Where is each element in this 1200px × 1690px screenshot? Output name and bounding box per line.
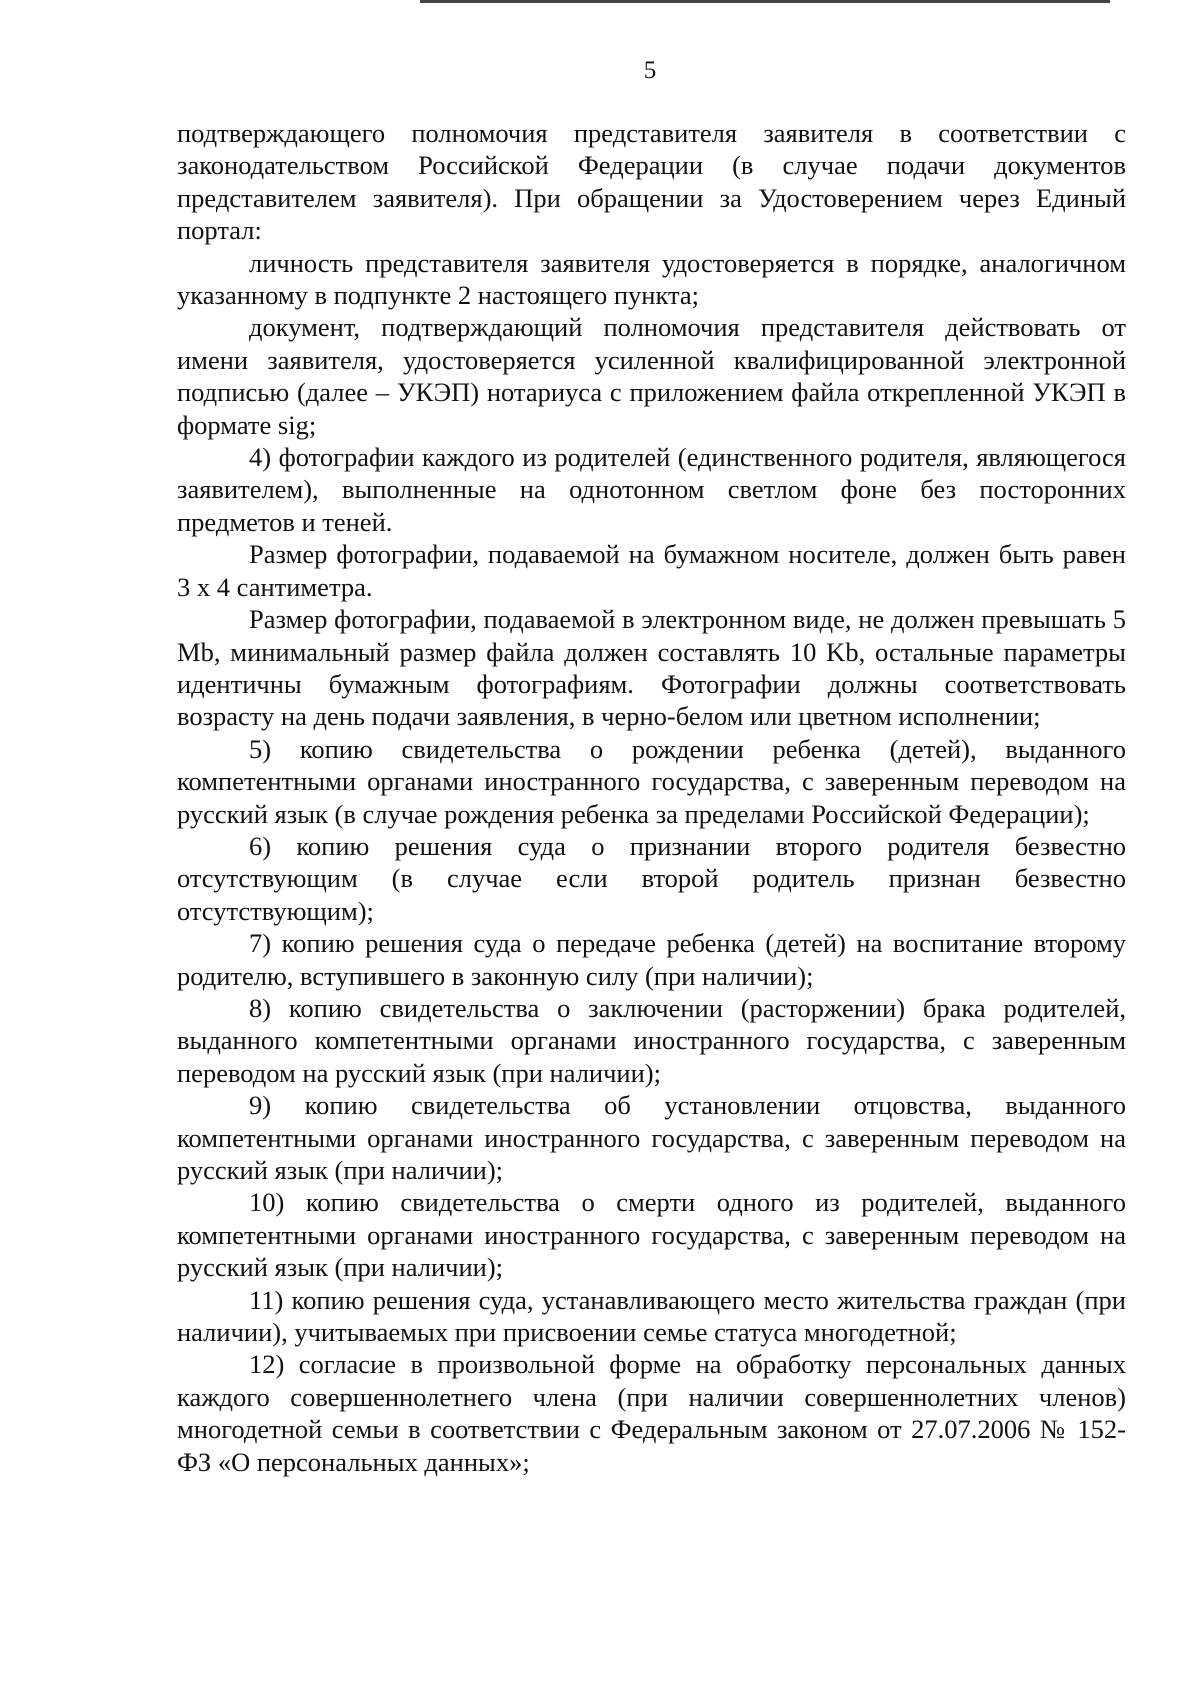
paragraph-item-10-death-certificate: 10) копию свидетельства о смерти одного из родителей, выданного компетентными органами иностранного государства, с заверенным переводом на русский язык (при наличии); xyxy=(177,1187,1126,1283)
paragraph-photo-size-paper: Размер фотографии, подаваемой на бумажном носителе, должен быть равен 3 х 4 сантиметра. xyxy=(177,539,1126,602)
paragraph-item-11-court-residence: 11) копию решения суда, устанавливающего место жительства граждан (при наличии), учитываемых при присвоении семье статуса многодетной; xyxy=(177,1284,1126,1348)
paragraph-continuation: подтверждающего полномочия представителя заявителя в соответствии с законодательством Российской Федерации (в случае подачи документов представителем заявителя). При обращении за Удостоверением через Единый портал: xyxy=(177,118,1126,246)
paragraph-item-7-court-custody: 7) копию решения суда о передаче ребенка (детей) на воспитание второму родителю, вступившего в законную силу (при наличии); xyxy=(177,928,1126,991)
paragraph-item-6-court-missing: 6) копию решения суда о признании второго родителя безвестно отсутствующим (в случае если второй родитель признан безвестно отсутствующим); xyxy=(177,830,1126,926)
paragraph-authority-document: документ, подтверждающий полномочия представителя действовать от имени заявителя, удостоверяется усиленной квалифицированной электронной подписью (далее – УКЭП) нотариуса с приложением файла открепленной УКЭП в формате sig; xyxy=(177,312,1126,440)
paragraph-item-4-photos: 4) фотографии каждого из родителей (единственного родителя, являющегося заявителем), выполненные на однотонном светлом фоне без посторонних предметов и теней. xyxy=(177,442,1126,537)
paragraph-photo-size-electronic: Размер фотографии, подаваемой в электронном виде, не должен превышать 5 Mb, минимальный размер файла должен составлять 10 Kb, остальные параметры идентичны бумажным фотографиям. Фотографии должны соответствовать возрасту на день подачи заявления, в черно-белом или цветном исполнении; xyxy=(177,604,1126,732)
paragraph-item-5-birth-certificate: 5) копию свидетельства о рождении ребенка (детей), выданного компетентными органами иностранного государства, с заверенным переводом на русский язык (в случае рождения ребенка за пределами Российской Федерации); xyxy=(177,733,1126,829)
page-number: 5 xyxy=(643,57,657,84)
paragraph-item-8-marriage-certificate: 8) копию свидетельства о заключении (расторжении) брака родителей, выданного компетентными органами иностранного государства, с заверенным переводом на русский язык (при наличии); xyxy=(177,992,1126,1088)
paragraph-item-12-personal-data-consent: 12) согласие в произвольной форме на обработку персональных данных каждого совершеннолетнего члена (при наличии совершеннолетних членов) многодетной семьи в соответствии с Федеральным законом от 27.07.2006 № 152-ФЗ «О персональных данных»; xyxy=(177,1349,1126,1477)
paragraph-representative-identity: личность представителя заявителя удостоверяется в порядке, аналогичном указанному в подпункте 2 настоящего пункта; xyxy=(177,247,1126,311)
document-body xyxy=(177,117,1126,1478)
scan-top-edge xyxy=(420,0,1110,3)
paragraph-item-9-paternity-certificate: 9) копию свидетельства об установлении отцовства, выданного компетентными органами иностранного государства, с заверенным переводом на русский язык (при наличии); xyxy=(177,1090,1126,1185)
